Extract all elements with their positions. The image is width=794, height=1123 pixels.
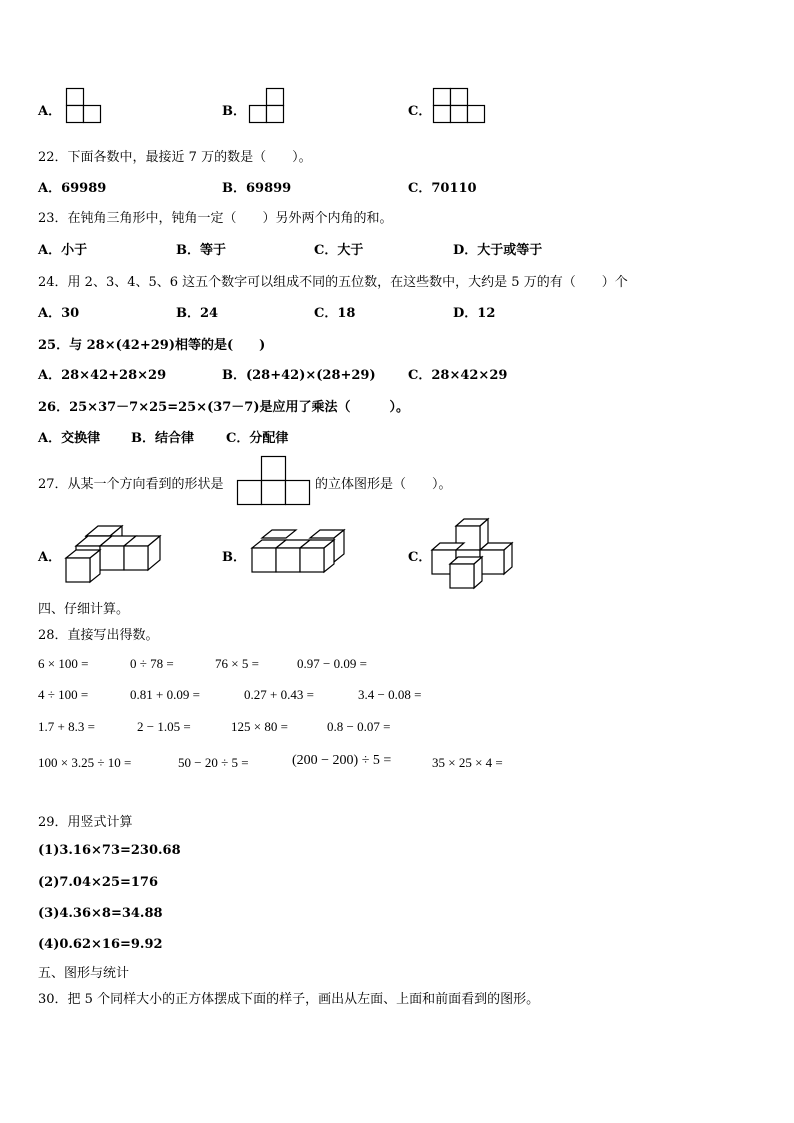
q28-r4-c2: 50 − 20 ÷ 5 =: [178, 755, 249, 770]
q21-option-a-figure: [66, 88, 106, 126]
q25-option-b: B．(28+42)×(28+29): [222, 368, 376, 383]
q28-r3-c4: 0.8 − 0.07 =: [327, 719, 391, 734]
q27-option-b-label: B．: [222, 550, 246, 565]
q27-option-c-label: C．: [408, 550, 432, 565]
q23-option-c: C．大于: [314, 243, 364, 258]
q26-option-c: C．分配律: [226, 431, 289, 446]
q28-r1-c3: 76 × 5 =: [215, 656, 259, 671]
q28-stem: 28．直接写出得数。: [38, 628, 159, 643]
q22-stem: 22．下面各数中，最接近 7 万的数是（ ）。: [38, 150, 312, 165]
q28-r2-c4: 3.4 − 0.08 =: [358, 687, 422, 702]
q22-option-b: B．69899: [222, 181, 292, 196]
q25-option-a: A．28×42+28×29: [38, 368, 167, 383]
q28-r3-c1: 1.7 + 8.3 =: [38, 719, 95, 734]
q26-option-b: B．结合律: [131, 431, 194, 446]
q28-r1-c2: 0 ÷ 78 =: [130, 656, 174, 671]
q23-option-b: B．等于: [176, 243, 226, 258]
q24-option-a: A．30: [38, 306, 80, 321]
q28-r4-c1: 100 × 3.25 ÷ 10 =: [38, 755, 132, 770]
q22-option-a: A．69989: [38, 181, 107, 196]
q29-item-2: (2)7.04×25=176: [38, 875, 159, 890]
q26-stem: 26．25×37－7×25=25×(37－7)是应用了乘法（ ）。: [38, 400, 410, 415]
section5-title: 五、图形与统计: [38, 966, 130, 981]
q27-option-b-figure: [250, 528, 342, 580]
q24-stem: 24．用 2、3、4、5、6 这五个数字可以组成不同的五位数，在这些数中，大约是 5 万的有（ ）个: [38, 275, 628, 290]
q30-stem: 30．把 5 个同样大小的正方体摆成下面的样子，画出从左面、上面和前面看到的图形。: [38, 992, 540, 1007]
q28-r4-c4: 35 × 25 × 4 =: [432, 755, 503, 770]
q24-option-b: B．24: [176, 306, 219, 321]
section4-title: 四、仔细计算。: [38, 602, 130, 617]
q23-option-a: A．小于: [38, 243, 88, 258]
q25-option-c: C．28×42×29: [408, 368, 508, 383]
q27-option-a-label: A．: [38, 550, 62, 565]
q23-stem: 23．在钝角三角形中，钝角一定（ ）另外两个内角的和。: [38, 211, 393, 226]
q29-item-3: (3)4.36×8=34.88: [38, 906, 163, 921]
q21-option-a-label: A．: [38, 104, 62, 119]
q23-option-d: D．大于或等于: [453, 243, 543, 258]
q21-option-b-figure: [249, 88, 289, 126]
q28-r1-c1: 6 × 100 =: [38, 656, 89, 671]
q22-option-c: C．70110: [408, 181, 477, 196]
q27-stem-after: 的立体图形是（ ）。: [315, 477, 452, 492]
q25-stem: 25．与 28×(42+29)相等的是( ): [38, 338, 266, 353]
q27-stem-before: 27．从某一个方向看到的形状是: [38, 477, 224, 492]
q21-option-b-label: B．: [222, 104, 246, 119]
q29-item-4: (4)0.62×16=9.92: [38, 937, 163, 952]
q29-item-1: (1)3.16×73=230.68: [38, 843, 181, 858]
q28-r3-c2: 2 − 1.05 =: [137, 719, 191, 734]
q21-option-c-figure: [433, 88, 491, 126]
q28-r2-c1: 4 ÷ 100 =: [38, 687, 89, 702]
q27-option-c-figure: [432, 518, 516, 592]
q28-r2-c2: 0.81 + 0.09 =: [130, 687, 200, 702]
q29-stem: 29．用竖式计算: [38, 815, 133, 830]
q27-view-figure: [237, 456, 313, 506]
q21-option-c-label: C．: [408, 104, 432, 119]
q28-r2-c3: 0.27 + 0.43 =: [244, 687, 314, 702]
q28-r1-c4: 0.97 − 0.09 =: [297, 656, 367, 671]
q28-r4-c3: (200 − 200) ÷ 5 =: [292, 753, 392, 768]
q28-r3-c3: 125 × 80 =: [231, 719, 288, 734]
q24-option-c: C．18: [314, 306, 356, 321]
q27-option-a-figure: [66, 524, 158, 586]
q26-option-a: A．交换律: [38, 431, 101, 446]
q24-option-d: D．12: [453, 306, 496, 321]
